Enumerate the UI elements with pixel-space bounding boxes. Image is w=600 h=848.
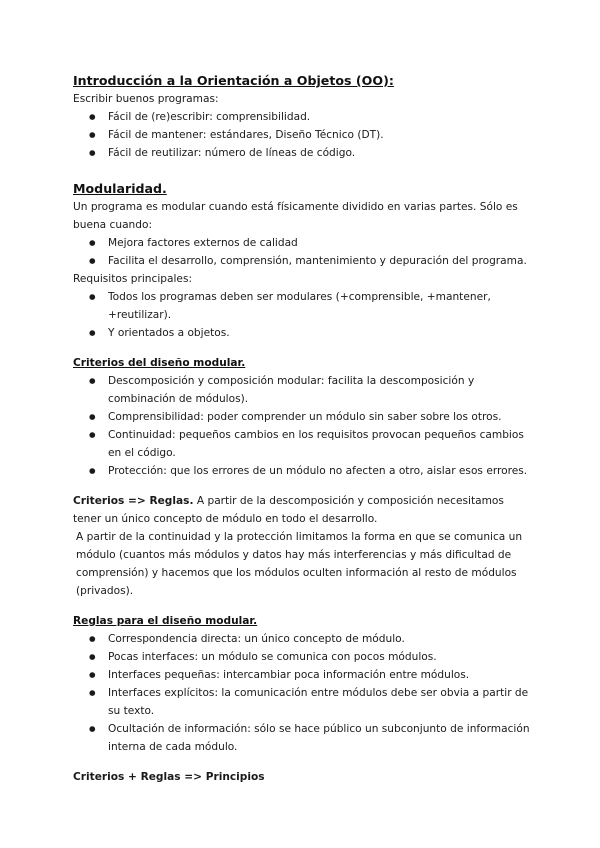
- modularidad-paragraph: Un programa es modular cuando está físicamente dividido en varias partes. Sólo es buena cuando:: [73, 201, 518, 231]
- modularidad-bullet: ● Mejora factores externos de calidad: [73, 234, 533, 252]
- reglas-heading: Reglas para el diseño modular.: [73, 615, 258, 627]
- criterios-bullet: ● Comprensibilidad: poder comprender un módulo sin saber sobre los otros.: [73, 408, 533, 426]
- intro-list: [73, 108, 533, 162]
- reglas-bullet: ● Correspondencia directa: un único concepto de módulo.: [73, 630, 533, 648]
- document-page: [73, 72, 533, 786]
- principios-line: Criterios + Reglas => Principios: [73, 771, 265, 783]
- requisitos-lead: Requisitos principales:: [73, 273, 193, 285]
- reglas-bullet: ● Pocas interfaces: un módulo se comunica con pocos módulos.: [73, 648, 533, 666]
- modularidad-bullet: ● Facilita el desarrollo, comprensión, mantenimiento y depuración del programa.: [73, 252, 533, 270]
- reglas-list: [73, 630, 533, 756]
- requisitos-bullet: ● Y orientados a objetos.: [73, 324, 533, 342]
- intro-bullet: ● Fácil de reutilizar: número de líneas de código.: [73, 144, 533, 162]
- criterios-bullet: ● Protección: que los errores de un módulo no afecten a otro, aislar esos errores.: [73, 462, 533, 480]
- criterios-list: [73, 372, 533, 480]
- continuidad-paragraph: A partir de la continuidad y la protección limitamos la forma en que se comunica un módulo (cuantos más módulos y datos hay más interferencias y más dificultad de comprensión) y hacemos que los módulos oculten información al resto de módulos (privados).: [76, 531, 523, 597]
- criterios-bullet: ● Descomposición y composición modular: facilita la descomposición y combinación de módulos).: [73, 372, 533, 408]
- intro-heading: Introducción a la Orientación a Objetos (OO):: [73, 73, 394, 88]
- requisitos-list: [73, 288, 533, 342]
- intro-bullet: ● Fácil de (re)escribir: comprensibilidad.: [73, 108, 533, 126]
- criterios-heading: Criterios del diseño modular.: [73, 357, 246, 369]
- intro-bullet: ● Fácil de mantener: estándares, Diseño Técnico (DT).: [73, 126, 533, 144]
- reglas-bullet: ● Interfaces explícitos: la comunicación entre módulos debe ser obvia a partir de su texto.: [73, 684, 533, 720]
- modularidad-list: [73, 234, 533, 270]
- reglas-bullet: ● Interfaces pequeñas: intercambiar poca información entre módulos.: [73, 666, 533, 684]
- criterios-reglas-text: A partir de la descomposición y composición necesitamos tener un único concepto de módulo en todo el desarrollo.: [73, 495, 504, 525]
- criterios-bullet: ● Continuidad: pequeños cambios en los requisitos provocan pequeños cambios en el código.: [73, 426, 533, 462]
- criterios-reglas-paragraph: [73, 492, 533, 528]
- modularidad-heading: Modularidad.: [73, 181, 167, 196]
- reglas-bullet: ● Ocultación de información: sólo se hace público un subconjunto de información interna de cada módulo.: [73, 720, 533, 756]
- requisitos-bullet: ● Todos los programas deben ser modulares (+comprensible, +mantener, +reutilizar).: [73, 288, 533, 324]
- criterios-reglas-label: Criterios => Reglas.: [73, 495, 194, 507]
- intro-lead: Escribir buenos programas:: [73, 93, 219, 105]
